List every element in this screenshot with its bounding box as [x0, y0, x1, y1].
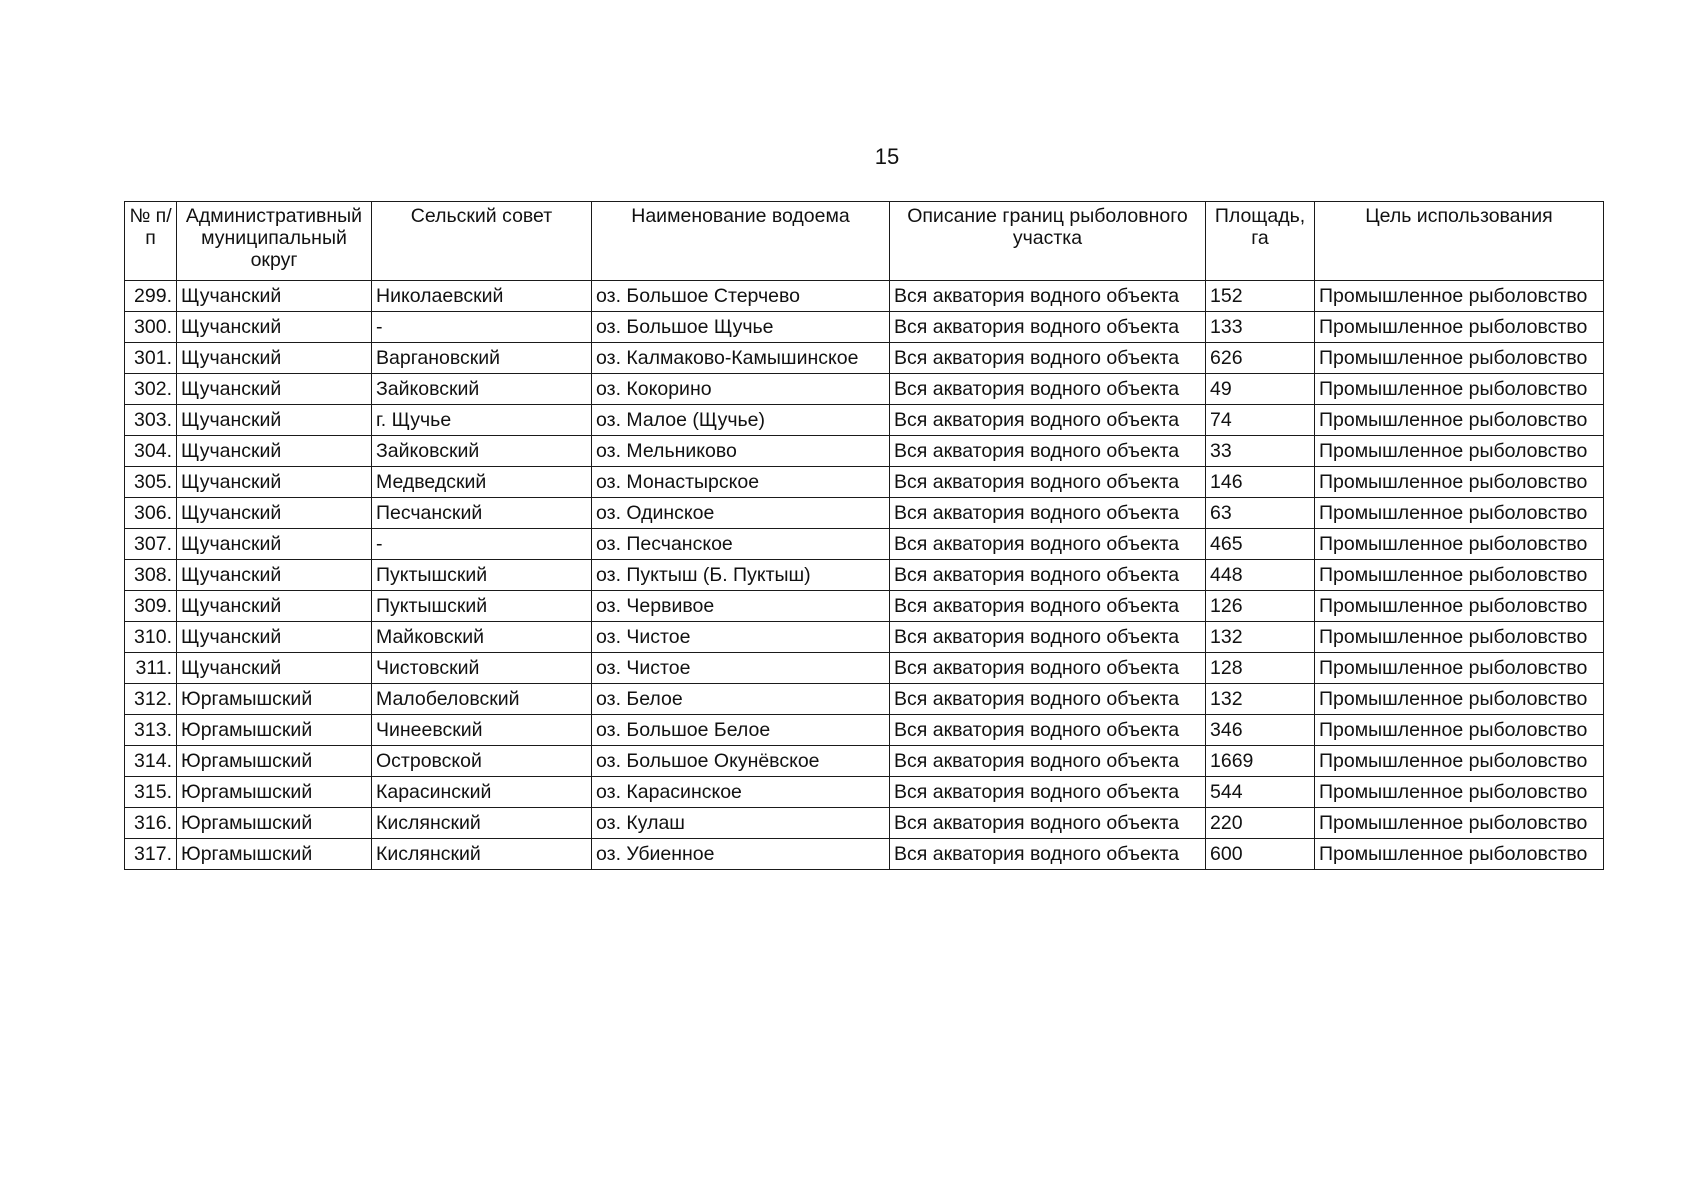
cell-waterbody: оз. Мельниково: [592, 436, 890, 467]
cell-area: 152: [1206, 281, 1315, 312]
cell-area: 448: [1206, 560, 1315, 591]
cell-waterbody: оз. Чистое: [592, 653, 890, 684]
cell-council: Карасинский: [372, 777, 592, 808]
cell-area: 33: [1206, 436, 1315, 467]
cell-number: 313.: [125, 715, 177, 746]
header-boundaries: Описание границ рыболовного участка: [890, 202, 1206, 281]
table-row: [125, 653, 1604, 684]
cell-council: -: [372, 529, 592, 560]
cell-waterbody: оз. Большое Щучье: [592, 312, 890, 343]
cell-waterbody: оз. Монастырское: [592, 467, 890, 498]
cell-waterbody: оз. Большое Стерчево: [592, 281, 890, 312]
cell-area: 63: [1206, 498, 1315, 529]
table-row: [125, 312, 1604, 343]
cell-council: г. Щучье: [372, 405, 592, 436]
cell-boundaries: Вся акватория водного объекта: [890, 467, 1206, 498]
table-row: [125, 839, 1604, 870]
table-row: [125, 374, 1604, 405]
cell-waterbody: оз. Большое Белое: [592, 715, 890, 746]
cell-waterbody: оз. Малое (Щучье): [592, 405, 890, 436]
cell-number: 306.: [125, 498, 177, 529]
header-waterbody: Наименование водоема: [592, 202, 890, 281]
cell-waterbody: оз. Пуктыш (Б. Пуктыш): [592, 560, 890, 591]
cell-area: 49: [1206, 374, 1315, 405]
cell-boundaries: Вся акватория водного объекта: [890, 746, 1206, 777]
header-area: Площадь, га: [1206, 202, 1315, 281]
table-row: [125, 405, 1604, 436]
table-row: [125, 560, 1604, 591]
cell-number: 301.: [125, 343, 177, 374]
cell-council: Песчанский: [372, 498, 592, 529]
cell-number: 303.: [125, 405, 177, 436]
cell-number: 305.: [125, 467, 177, 498]
table-row: [125, 715, 1604, 746]
cell-waterbody: оз. Калмаково-Камышинское: [592, 343, 890, 374]
cell-district: Юргамышский: [177, 808, 372, 839]
cell-boundaries: Вся акватория водного объекта: [890, 529, 1206, 560]
cell-district: Щучанский: [177, 622, 372, 653]
cell-boundaries: Вся акватория водного объекта: [890, 653, 1206, 684]
cell-district: Юргамышский: [177, 746, 372, 777]
cell-purpose: Промышленное рыболовство: [1315, 343, 1604, 374]
cell-purpose: Промышленное рыболовство: [1315, 746, 1604, 777]
cell-waterbody: оз. Чистое: [592, 622, 890, 653]
cell-purpose: Промышленное рыболовство: [1315, 839, 1604, 870]
cell-number: 308.: [125, 560, 177, 591]
cell-purpose: Промышленное рыболовство: [1315, 560, 1604, 591]
cell-purpose: Промышленное рыболовство: [1315, 777, 1604, 808]
cell-purpose: Промышленное рыболовство: [1315, 653, 1604, 684]
cell-number: 311.: [125, 653, 177, 684]
cell-boundaries: Вся акватория водного объекта: [890, 684, 1206, 715]
cell-boundaries: Вся акватория водного объекта: [890, 777, 1206, 808]
cell-purpose: Промышленное рыболовство: [1315, 312, 1604, 343]
header-district: Административный муниципальный округ: [177, 202, 372, 281]
cell-district: Щучанский: [177, 529, 372, 560]
cell-waterbody: оз. Большое Окунёвское: [592, 746, 890, 777]
cell-waterbody: оз. Червивое: [592, 591, 890, 622]
cell-purpose: Промышленное рыболовство: [1315, 529, 1604, 560]
cell-district: Юргамышский: [177, 684, 372, 715]
cell-purpose: Промышленное рыболовство: [1315, 374, 1604, 405]
table-row: [125, 684, 1604, 715]
table-row: [125, 343, 1604, 374]
cell-area: 132: [1206, 622, 1315, 653]
cell-purpose: Промышленное рыболовство: [1315, 436, 1604, 467]
cell-number: 314.: [125, 746, 177, 777]
cell-purpose: Промышленное рыболовство: [1315, 591, 1604, 622]
cell-council: Майковский: [372, 622, 592, 653]
cell-council: Кислянский: [372, 808, 592, 839]
cell-district: Щучанский: [177, 312, 372, 343]
table-row: [125, 436, 1604, 467]
cell-area: 465: [1206, 529, 1315, 560]
cell-area: 126: [1206, 591, 1315, 622]
table-row: [125, 498, 1604, 529]
cell-boundaries: Вся акватория водного объекта: [890, 622, 1206, 653]
cell-purpose: Промышленное рыболовство: [1315, 715, 1604, 746]
cell-council: Варгановский: [372, 343, 592, 374]
table-row: [125, 777, 1604, 808]
cell-number: 310.: [125, 622, 177, 653]
header-purpose: Цель использования: [1315, 202, 1604, 281]
cell-council: Медведский: [372, 467, 592, 498]
cell-district: Щучанский: [177, 653, 372, 684]
table-body: [125, 281, 1604, 870]
cell-boundaries: Вся акватория водного объекта: [890, 374, 1206, 405]
cell-waterbody: оз. Карасинское: [592, 777, 890, 808]
cell-council: Чистовский: [372, 653, 592, 684]
cell-council: Малобеловский: [372, 684, 592, 715]
header-number: № п/п: [125, 202, 177, 281]
cell-district: Щучанский: [177, 436, 372, 467]
cell-purpose: Промышленное рыболовство: [1315, 467, 1604, 498]
cell-waterbody: оз. Белое: [592, 684, 890, 715]
cell-district: Юргамышский: [177, 839, 372, 870]
page-number: 15: [874, 144, 900, 169]
table-row: [125, 808, 1604, 839]
cell-area: 346: [1206, 715, 1315, 746]
cell-boundaries: Вся акватория водного объекта: [890, 808, 1206, 839]
table-row: [125, 622, 1604, 653]
cell-number: 315.: [125, 777, 177, 808]
cell-number: 307.: [125, 529, 177, 560]
cell-council: Зайковский: [372, 436, 592, 467]
table-row: [125, 591, 1604, 622]
cell-area: 146: [1206, 467, 1315, 498]
table-row: [125, 529, 1604, 560]
cell-number: 304.: [125, 436, 177, 467]
cell-boundaries: Вся акватория водного объекта: [890, 281, 1206, 312]
fishing-areas-table: [124, 201, 1604, 870]
cell-boundaries: Вся акватория водного объекта: [890, 591, 1206, 622]
cell-district: Юргамышский: [177, 715, 372, 746]
cell-district: Щучанский: [177, 281, 372, 312]
table-row: [125, 281, 1604, 312]
cell-area: 220: [1206, 808, 1315, 839]
cell-boundaries: Вся акватория водного объекта: [890, 715, 1206, 746]
cell-boundaries: Вся акватория водного объекта: [890, 560, 1206, 591]
table-header-row: [125, 202, 1604, 281]
cell-council: Николаевский: [372, 281, 592, 312]
cell-council: Пуктышский: [372, 591, 592, 622]
cell-council: Пуктышский: [372, 560, 592, 591]
cell-number: 302.: [125, 374, 177, 405]
cell-purpose: Промышленное рыболовство: [1315, 498, 1604, 529]
cell-purpose: Промышленное рыболовство: [1315, 622, 1604, 653]
cell-number: 299.: [125, 281, 177, 312]
cell-council: Чинеевский: [372, 715, 592, 746]
cell-council: Кислянский: [372, 839, 592, 870]
cell-district: Щучанский: [177, 467, 372, 498]
table-row: [125, 746, 1604, 777]
cell-purpose: Промышленное рыболовство: [1315, 281, 1604, 312]
cell-council: Островской: [372, 746, 592, 777]
cell-district: Щучанский: [177, 374, 372, 405]
cell-waterbody: оз. Песчанское: [592, 529, 890, 560]
cell-boundaries: Вся акватория водного объекта: [890, 405, 1206, 436]
cell-waterbody: оз. Кокорино: [592, 374, 890, 405]
cell-boundaries: Вся акватория водного объекта: [890, 343, 1206, 374]
cell-area: 626: [1206, 343, 1315, 374]
cell-boundaries: Вся акватория водного объекта: [890, 839, 1206, 870]
cell-number: 316.: [125, 808, 177, 839]
table-row: [125, 467, 1604, 498]
cell-council: -: [372, 312, 592, 343]
cell-area: 544: [1206, 777, 1315, 808]
cell-number: 309.: [125, 591, 177, 622]
cell-waterbody: оз. Убиенное: [592, 839, 890, 870]
cell-area: 128: [1206, 653, 1315, 684]
cell-area: 132: [1206, 684, 1315, 715]
cell-area: 74: [1206, 405, 1315, 436]
header-council: Сельский совет: [372, 202, 592, 281]
cell-number: 317.: [125, 839, 177, 870]
cell-purpose: Промышленное рыболовство: [1315, 405, 1604, 436]
cell-district: Щучанский: [177, 405, 372, 436]
cell-area: 1669: [1206, 746, 1315, 777]
cell-district: Щучанский: [177, 343, 372, 374]
cell-council: Зайковский: [372, 374, 592, 405]
cell-number: 312.: [125, 684, 177, 715]
cell-boundaries: Вся акватория водного объекта: [890, 498, 1206, 529]
cell-number: 300.: [125, 312, 177, 343]
cell-district: Щучанский: [177, 498, 372, 529]
cell-district: Щучанский: [177, 591, 372, 622]
cell-district: Юргамышский: [177, 777, 372, 808]
cell-waterbody: оз. Кулаш: [592, 808, 890, 839]
cell-district: Щучанский: [177, 560, 372, 591]
cell-waterbody: оз. Одинское: [592, 498, 890, 529]
cell-purpose: Промышленное рыболовство: [1315, 808, 1604, 839]
cell-area: 600: [1206, 839, 1315, 870]
cell-boundaries: Вся акватория водного объекта: [890, 312, 1206, 343]
cell-area: 133: [1206, 312, 1315, 343]
cell-purpose: Промышленное рыболовство: [1315, 684, 1604, 715]
cell-boundaries: Вся акватория водного объекта: [890, 436, 1206, 467]
